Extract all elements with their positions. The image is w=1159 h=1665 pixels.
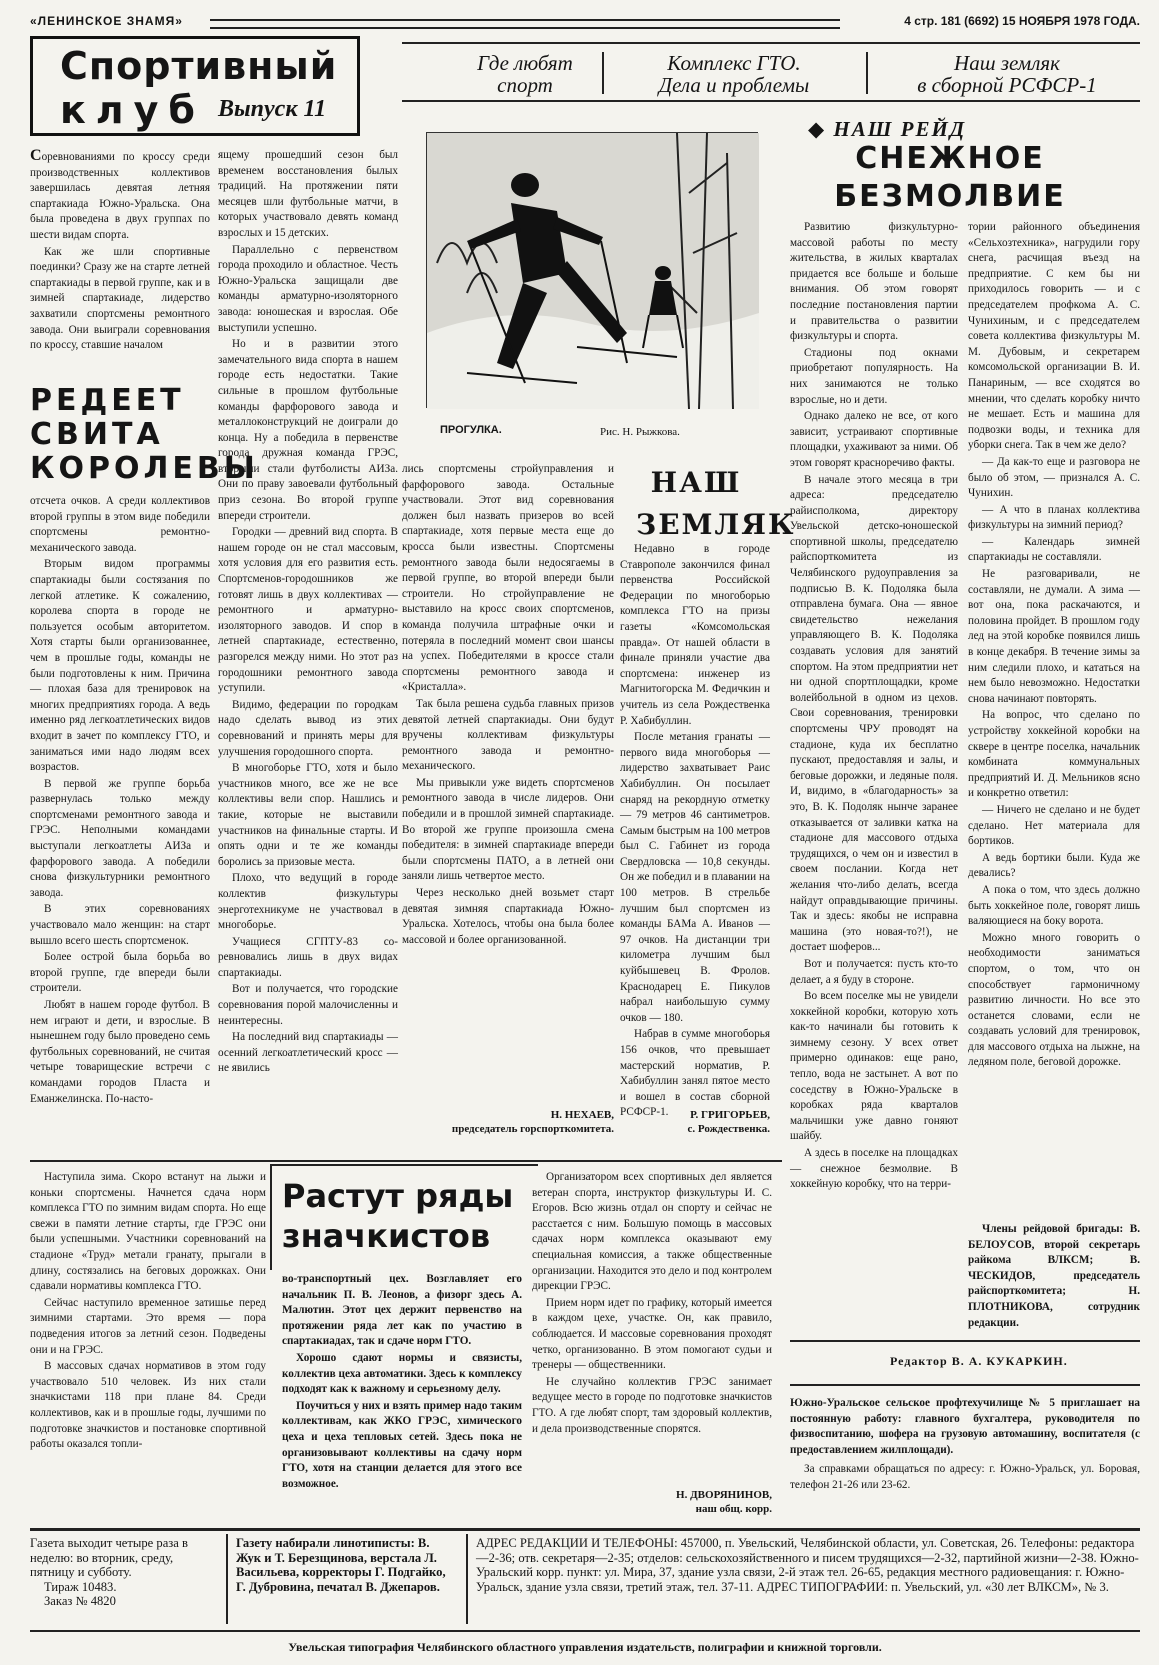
signature-text: Члены рейдовой бригады: В. БЕЛОУСОВ, второй секретарь райкома ВЛКСМ; В. ЧЕСКИДОВ, председатель райспорткомитета; Н. ПЛОТНИКОВА, сотрудник редакции. — [968, 1223, 1140, 1329]
redeet-headline-line3: КОРОЛЕВЫ — [30, 451, 259, 486]
reid-headline-line1: СНЕЖНОЕ — [855, 141, 1045, 176]
footer-separator — [226, 1534, 228, 1624]
redeet-signature — [402, 1108, 614, 1136]
paragraph: тории районного объединения «Сельхозтехника», нагрудили гору снега, расчищая въезд на предприятие. С кем бы ни приходилось говорить — и с председателем профкома А. С. Чунихиным, и с председателем совета коллектива физкультуры М. М. Дубовым, и секретарем комсомольской организации В. И. Панариным, — все сходятся во мнении, что сделать коробку ничто не мешает. Есть и машина для подвозки воды, и техника для уборки снега. Так в чем же дело? — [968, 221, 1140, 452]
rubric-2-line1: Комплекс ГТО. — [667, 51, 801, 75]
footer-frequency-block — [30, 1536, 214, 1609]
rubric-3-line1: Наш земляк — [954, 51, 1060, 75]
paragraph: Более острой была борьба во второй группе, где впереди были строители. — [30, 951, 210, 995]
paragraph: А здесь в поселке на площадках — снежное безмолвие. В хоккейную коробку, что на терри- — [790, 1147, 958, 1191]
paragraph: В массовых сдачах нормативов в этом году участвовало 510 человек. Из них стали значкистами 118 при плане 84. Среди коллективов, как и в прошлые годы, лучшими по подготовке значкистов и постановке спортивной работы оказался топли- — [30, 1360, 266, 1451]
redeet-column-3 — [402, 462, 614, 1096]
signature-name: Н. ДВОРЯНИНОВ, — [676, 1489, 772, 1501]
paragraph: На последний вид спартакиады — осенний легкоатлетический кросс — не явились — [218, 1031, 398, 1075]
notice-contact: За справками обращаться по адресу: г. Южно-Уральск, ул. Боровая, телефон 21-26 или 23-62. — [790, 1463, 1140, 1491]
footer-address: АДРЕС РЕДАКЦИИ И ТЕЛЕФОНЫ: 457000, п. Увельский, Челябинской области, ул. Советская, 26. Телефоны: редактора—2-36; отв. секретаря—2-35; отделов: сельскохозяйственного и писем трудящихся—2-32, партийной жизни—2-38. Южно-Уральский корр. пункт: ул. Мира, 37, здание узла связи, 2-й этаж тел. 26-65, редакция местного радиовещания: г. Южно-Уральск, здание узла связи, третий этаж, тел. 37-11. АДРЕС ТИПОГРАФИИ: п. Увельский, ул. «30 лет ВЛКСМ», № 3. — [476, 1536, 1139, 1594]
zemlyak-signature — [620, 1108, 770, 1136]
newspaper-name: «ЛЕНИНСКОЕ ЗНАМЯ» — [30, 14, 183, 28]
paragraph: Не случайно коллектив ГРЭС занимает ведущее место в городе по подготовке значкистов ГТО. А где любят спорт, там здоровый коллектив, и дела производственные спорятся. — [532, 1375, 772, 1435]
rastut-column-3 — [532, 1170, 772, 1486]
paragraph: Поучиться у них и взять пример надо таким коллективам, как ЖКО ГРЭС, химического цеха и цеха тепловых сетей. Здесь пока не организовывают коллективы на сдачу норм ГТО, хотя на станции делается для этого все возможное. — [282, 1399, 522, 1490]
paragraph: Набрав в сумме многоборья 156 очков, что превышает мастерский норматив, Р. Хабибуллин занял пятое место и вошел в состав сборной РСФСР-1. — [620, 1028, 770, 1119]
reid-kicker-text: НАШ РЕЙД — [833, 117, 967, 141]
lead-paragraph-2: Как же шли спортивные поединки? Сразу же на старте летней спартакиады в первой группе, как и в зимней спартакиаде, лидерство захватили спортсмены ремонтного завода. Они выиграли соревнования по кроссу, ставшие началом — [30, 245, 210, 352]
paragraph: отсчета очков. А среди коллективов второй группы в этом виде победили спортсмены ремонтно-механического завода. — [30, 495, 210, 554]
paragraph: Учащиеся СГПТУ-83 соревновались лишь в двух видах спартакиады. — [218, 935, 398, 979]
rubric-1 — [410, 52, 640, 98]
paragraph: Наступила зима. Скоро встанут на лыжи и коньки спортсмены. Начнется сдача норм комплекса ГТО по зимним видам спорта. Но еще свежи в памяти летние старты, где ГРЭС они были успешными. Участники соревнований на стадионе «Труд» метали гранату, прыгали в длину, состязались на беговых дорожках. Они сдавали нормативы комплекса ГТО. — [30, 1171, 266, 1293]
footer-circulation: Тираж 10483. — [44, 1579, 117, 1594]
signature-title: наш общ. корр. — [695, 1503, 772, 1515]
rastut-signature — [532, 1488, 772, 1516]
paragraph: Недавно в городе Ставрополе закончился финал первенства Российской Федерации по многоборью комплекса ГТО на призы газеты «Комсомольская правда». От нашей области в финале приняли участие два спортсмена: инженер из Магнитогорска М. Федичкин и учитель из села Рождественка Р. Хабибуллин. — [620, 543, 770, 727]
paragraph: Можно много говорить о необходимости заниматься спортом, о том, что он способствует гармоничному развитию личности. Но все это останется словами, если не создавать условий для тренировок, для массового отдыха на лыжне, на ледяном поле, беговой дорожке. — [968, 931, 1140, 1069]
signature-name: Р. ГРИГОРЬЕВ, — [690, 1109, 770, 1121]
footer-separator — [466, 1534, 468, 1624]
paragraph: Стадионы под окнами приобретают популярность. На них занимаются не только взрослые, но и дети. — [790, 346, 958, 406]
illustration-skier — [426, 132, 758, 408]
paragraph: — Календарь зимней спартакиады не составляли. — [968, 535, 1140, 564]
paragraph: Мы привыкли уже видеть спортсменов ремонтного завода в числе лидеров. Они победили и в прошлой зимней спартакиаде. Во второй же группе произошла смена победителя: в зимней спартакиаде впереди были спортсмены ПАТО, а в летней они заняли лишь четвертое место. — [402, 776, 614, 883]
paragraph: А пока о том, что здесь должно быть хоккейное поле, говорят лишь валяющиеся на боку ворота. — [968, 883, 1140, 928]
paragraph: После метания гранаты — первого вида многоборья — лидерство захватывает Раис Хабибуллин. Он посылает снаряд на рекордную отметку — 79 метров 46 сантиметров. Самым быстрым на 100 метров был С. Габинет из города Свердловска — 10,8 секунды. Он же победил и в плавании на 100 метров. В стрельбе лучшим был спортсмен из команды БАМа А. Иванов — 97 очков. На дистанции три километра лучшим был куйбышевец В. Фролов. Краснодарец Е. Пикулов набрал наибольшую сумму очков — 180. — [620, 731, 770, 1024]
paragraph: ящему прошедший сезон был временем восстановления былых традиций. На протяжении пяти месяцев шли футбольные матчи, в которых участвовало девять команд взрослых и 15 детских. — [218, 149, 398, 239]
issue-info: 4 стр. 181 (6692) 15 НОЯБРЯ 1978 ГОДА. — [904, 14, 1140, 28]
reid-column-2 — [968, 220, 1140, 1220]
zemlyak-headline — [636, 462, 796, 546]
dropcap: С — [30, 147, 42, 164]
paragraph: Любят в нашем городе футбол. В нем играют и дети, и взрослые. В нынешнем году было проведено семь футбольных соревнований, не считая четыре товарищеские встречи с командами городов Пласта и Еманжелинска. По-насто- — [30, 999, 210, 1105]
paragraph: во-транспортный цех. Возглавляет его начальник П. В. Леонов, а физорг здесь А. Малютин. Этот цех держит первенство на протяжении ряда лет как по участию в спартакиадах, так и сдаче норм ГТО. — [282, 1273, 522, 1348]
divider — [790, 1340, 1140, 1342]
rastut-headline-line2: значкистов — [282, 1217, 491, 1255]
illustration-caption: ПРОГУЛКА. — [440, 424, 502, 436]
rubric-1-line1: Где любят — [477, 51, 573, 75]
redeet-headline-line1: РЕДЕЕТ — [30, 383, 185, 418]
notice-text: Южно-Уральское сельское профтехучилище № 5 приглашает на постоянную работу: главного бухгалтера, руководителя по физвоспитанию, шофера на грузовую автомашину, воспитателя (с предоставлением жилплощади). — [790, 1397, 1140, 1456]
paragraph: Не разговаривали, не составляли, не думали. А зима — вот она, пока раскачаются, и половина пройдет. В прошлом году лед на этой коробке появился лишь в конце декабря. В течение зимы за ним следили плохо, и кататься на нем было невозможно. Недостатки снова начинают повторять. — [968, 568, 1140, 705]
rubric-separator — [602, 52, 604, 94]
footer-typesetters: Газету набирали линотиписты: В. Жук и Т. Березщинова, верстала Л. Васильева, корректоры Г. Подгайко, Г. Дубровина, печатал В. Джепаров. — [236, 1536, 446, 1594]
paragraph: Плохо, что ведущий в городе коллектив физкультуры энерготехникуме не участвовал в многоборье. — [218, 872, 398, 932]
rastut-column-1 — [30, 1170, 266, 1510]
reid-column-1 — [790, 220, 958, 1312]
illustration-credit: Рис. Н. Рыжкова. — [600, 426, 680, 438]
divider — [790, 1384, 1140, 1386]
footer-order: Заказ № 4820 — [44, 1594, 116, 1608]
paragraph: Так была решена судьба главных призов девятой летней спартакиады. Они будут вручены коллективам физкультуры ремонтного завода и ремонтно-механического. — [402, 697, 614, 773]
paragraph: В начале этого месяца в три адреса: председателю райисполкома, директору Увельской детско-юношеской спортивной школы, председателю райспорткомитета из Челябинского рудоуправления за подписью В. К. Подоляка была отправлена бумага. Она — явное свидетельство нежелания управляющего В. К. Подоляка создавать условия для занятий спортом. На этом предприятии нет ни одной спортплощадки, кроме волейбольной в одном из цехов. Свои соревнования, тренировки спортсмены ЧРУ проводят на стадионе, куда их бесплатно пускают, предоставляя и залы, и беговые дорожки, и ледяные поля. И, видимо, в «благодарность» за это, В. К. Подоляк нынче заранее отказывается от заливки катка на стадионе для массового отдыха трудящихся, о чем он и известил в своем послании. Когда нет желания что-либо делать, всегда найдут оправдывающие причины. Так и здесь: якобы не исправна машина (это новая-то?!), не достает шоферов... — [790, 473, 958, 954]
rubric-2 — [614, 52, 854, 98]
rubric-1-line2: спорт — [497, 73, 553, 97]
paragraph: Вторым видом программы спартакиады были состязания по легкой атлетике. К сожалению, королева спорта в городе не пользуется особым авторитетом. Хотя старты были организованнее, чем в прошлые годы, команды не были подготовлены к ним. Причина — плохая база для тренировок на многих предприятиях города. А ведь именно ряд легкоатлетических видов входит в зачет по комплексу ГТО, и заниматься ими надо людям всех возрастов. — [30, 558, 210, 774]
paragraph: В этих соревнованиях участвовало мало женщин: на старт вышло всего шесть спортсменок. — [30, 903, 210, 947]
signature-name: Н. НЕХАЕВ, — [550, 1109, 614, 1121]
paragraph: Через несколько дней возьмет старт девятая зимняя спартакиада Южно-Уральска. Хотелось, чтобы она была более массовой и более организованной. — [402, 887, 614, 946]
section-title-line2: клуб — [60, 88, 205, 132]
redeet-column-1 — [30, 494, 210, 1162]
footer-frequency: Газета выходит четыре раза в неделю: во вторник, среду, пятницу и субботу. — [30, 1536, 188, 1579]
zemlyak-headline-line1: НАШ — [650, 466, 742, 499]
reid-headline — [800, 140, 1100, 216]
masthead-rule — [210, 19, 840, 29]
footer-rule — [30, 1528, 1140, 1531]
redeet-column-2 — [218, 148, 398, 1162]
zemlyak-headline-line2: ЗЕМЛЯК — [636, 508, 796, 541]
paragraph: Развитию физкультурно-массовой работы по месту жительства, в жилых кварталах придается все больше и больше внимания. Об этом говорят последние постановления партии и правительства о развитии физкультуры и спорта. — [790, 221, 958, 343]
issue-label: Выпуск 11 — [218, 96, 327, 122]
paragraph: Видимо, федерации по городкам надо сделать вывод из этих соревнований и принять меры для улучшения городошного спорта. — [218, 698, 398, 758]
paragraph: Однако далеко не все, от кого зависит, устраивают спортивные площадки, ухаживают за ними. Об этом говорят красноречиво факты. — [790, 410, 958, 469]
rastut-headline-line1: Растут ряды — [282, 1177, 514, 1215]
reid-kicker: ◆ НАШ РЕЙД — [808, 117, 967, 141]
lead-text: оревнованиями по кроссу среди производственных коллективов завершилась девятая летняя спартакиада Южно-Уральска. Она была проведена в двух группах по шести видам спорта. — [30, 151, 210, 241]
paragraph: Прием норм идет по графику, который имеется в каждом цехе, участке. Он, как правило, соблюдается. И массовые соревнования проходят четко, организованно. В этом помогают судьи и тренеры — общественники. — [532, 1296, 772, 1372]
rubric-3 — [876, 52, 1138, 98]
paragraph: Вот и получается, что городские соревнования порой малочисленны и неинтересны. — [218, 983, 398, 1027]
paragraph: В многоборье ГТО, хотя и было участников много, все же не все коллективы вели спор. Нашлись и такие, которые не выставили участников на финальные старты. И опять одни и те же команды боролись за призовые места. — [218, 762, 398, 868]
paragraph: Городки — древний вид спорта. В нашем городе он не стал массовым, хотя условия для его развития есть. Спортсменов-городошников же готовят лишь в двух коллективах — ремонтного и арматурно-изоляторного заводов. И спор в летней спартакиаде, естественно, разгорелся между ними. Но этот раз городошники ремонтного завода уступили. — [218, 526, 398, 695]
paragraph: Хорошо сдают нормы и связисты, коллектив цеха автоматики. Здесь к комплексу подходят как к важному и серьезному делу. — [282, 1351, 522, 1396]
paragraph: Сейчас наступило временное затишье перед зимними стартами. Это время — пора подведения итогов за летний сезон. Подведены они и на ГРЭС. — [30, 1296, 266, 1356]
reid-signature — [968, 1222, 1140, 1329]
paragraph: Но и в развитии этого замечательного вида спорта в нашем городе есть недостатки. Такие сильные в прошлом футбольные команды фарфорового завода и металлоконструкций не доиграли до конца. Ну а победила в первенстве города дружная команда ГРЭС, вторыми стали футболисты АИЗа. Они по праву завоевали футбольный приз сезона. Во второй группе впереди строители. — [218, 338, 398, 522]
reid-headline-line2: БЕЗМОЛВИЕ — [834, 179, 1066, 214]
redeet-headline — [30, 383, 259, 486]
paragraph: — Ничего не сделано и не будет сделано. Нет материала для бортиков. — [968, 803, 1140, 848]
paragraph: Вот и получается: пусть кто-то делает, а я буду в стороне. — [790, 957, 958, 986]
paragraph: лись спортсмены стройуправления и фарфорового завода. Остальные участвовали. Этот вид соревнования должен был назвать призеров во всей спартакиаде, хотя первые места еще до кросса были известны. Спортсмены ремонтного завода были недосягаемы в первой группе, во второй впереди были строители. Но стройуправление не выставило на кросс своих спортсменов, команда получила штрафные очки и потеряла в последний момент свои шансы на успех. Победителями в кроссе стали спортсмены ремонтного завода и «Кристалла». — [402, 463, 614, 694]
paragraph: Во всем поселке мы не увидели хоккейной коробки, которую хоть как-то начинали бы готовить к зимнему сезону. У всех ответ примерно одинаков: еще рано, тепло, вода не застынет. А вот по соседству в Южно-Уральске в коробках ряда кварталов мальчишки уже давно гоняют шайбу. — [790, 990, 958, 1143]
redeet-lead — [30, 148, 210, 382]
rubric-2-line2: Дела и проблемы — [658, 73, 810, 97]
signature-title: председатель горспорткомитета. — [451, 1123, 614, 1135]
signature-place: с. Рождественка. — [687, 1123, 770, 1135]
printing-house: Увельская типография Челябинского областного управления издательств, полиграфии и книжной торговли. — [288, 1640, 882, 1654]
redeet-headline-line2: СВИТА — [30, 417, 164, 452]
skier-drawing — [427, 133, 759, 409]
paragraph: А ведь бортики были. Куда же девались? — [968, 851, 1140, 880]
rastut-column-2 — [282, 1272, 522, 1508]
section-title-line1: Спортивный — [60, 44, 338, 88]
divider — [30, 1160, 782, 1162]
rubric-separator — [866, 52, 868, 94]
paragraph: В первой же группе борьба развернулась только между спортсменами ремонтного завода и ГРЭС. Неполными командами выступали легкоатлеты АИЗа и фарфорового завода. А победили снова физкультурники ремонтного завода. — [30, 777, 210, 899]
footer-rule — [30, 1630, 1140, 1632]
editor-line: Редактор В. А. КУКАРКИН. — [890, 1354, 1068, 1368]
paragraph: Организатором всех спортивных дел является ветеран спорта, инструктор физкультуры И. С. Егоров. Всю жизнь отдал он спорту и сейчас не расстается с ним. Большую помощь в массовых сдачах норм комплекса оказывают ему специальная комиссия, а также общественные организации. Находится это дело и под контролем дирекции ГРЭС. — [532, 1171, 772, 1293]
rastut-headline — [282, 1176, 532, 1256]
paragraph: — Да как-то еще и разговора не было об этом, — признался А. С. Чунихин. — [968, 455, 1140, 500]
paragraph: — А что в планах коллектива физкультуры на зимний период? — [968, 503, 1140, 532]
rubric-3-line2: в сборной РСФСР-1 — [917, 73, 1097, 97]
paragraph: На вопрос, что сделано по устройству хоккейной коробки на сквере в центре поселка, начальник комбината коммунальных предприятий И. Д. Мельников ясно и конкретно ответил: — [968, 709, 1140, 800]
masthead — [30, 10, 1140, 32]
job-notice — [790, 1396, 1140, 1493]
paragraph: Параллельно с первенством города проходило и областное. Честь Южно-Уральска защищали две команды арматурно-изоляторного завода: юношеская и взрослая. Обе выступили успешно. — [218, 243, 398, 334]
